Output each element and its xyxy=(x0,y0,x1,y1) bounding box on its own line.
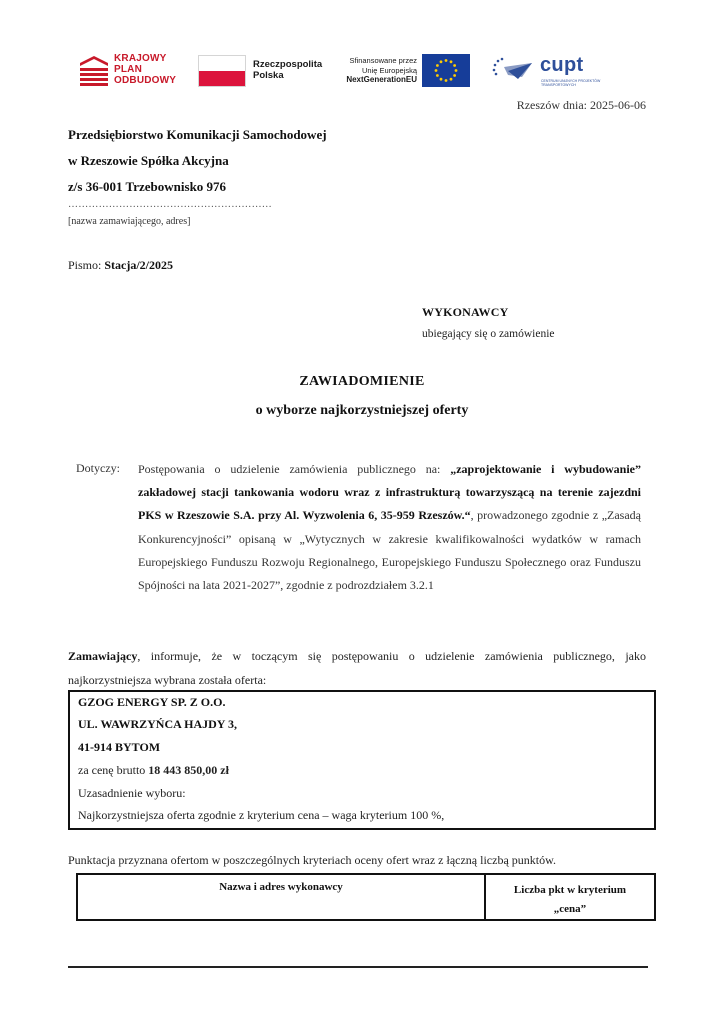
notice-text: , informuje, że w toczącym się postępowaniu o udzielenie zamówienia publicznego, jako najkorzystniejsza wybrana została oferta: xyxy=(68,649,646,687)
offer-reason-label: Uzasadnienie wyboru: xyxy=(78,786,186,800)
offer-price-label: za cenę brutto xyxy=(78,763,149,777)
document-subtitle: o wyborze najkorzystniejszej oferty xyxy=(255,403,469,418)
document-title: ZAWIADOMIENIE xyxy=(299,374,425,389)
document-date: Rzeszów dnia: 2025-06-06 xyxy=(516,98,646,112)
issuer-line-1: Przedsiębiorstwo Komunikacji Samochodowej xyxy=(68,127,327,142)
issuer-placeholder: [nazwa zamawiającego, adres] xyxy=(68,216,191,227)
kpo-line-2: PLAN xyxy=(114,64,143,75)
subject-body xyxy=(138,458,641,597)
offer-city: 41-914 BYTOM xyxy=(78,740,161,754)
subject-intro: Postępowania o udzielenie zamówienia publicznego na: xyxy=(138,462,451,476)
poland-line-2: Polska xyxy=(253,70,284,81)
kpo-line-1: KRAJOWY xyxy=(114,53,167,64)
kpo-logo-icon xyxy=(80,56,108,86)
notice-subject: Zamawiający xyxy=(68,649,138,663)
kpo-logo-text xyxy=(114,53,176,86)
offer-reason: Najkorzystniejsza oferta zgodnie z kryterium cena – waga kryterium 100 %, xyxy=(78,808,445,822)
subject-label: Dotyczy: xyxy=(76,461,120,475)
cupt-logo-icon xyxy=(492,57,538,81)
subject-title: „zaprojektowanie i wybudowanie” zakładowej stacji tankowania wodoru wraz z infrastrukturą towarzyszącą na terenie zajezdni PKS w Rzeszowie S.A. przy Al. Wyzwolenia 6, 35-959 Rzeszów.“ xyxy=(138,462,641,523)
points-col-contractor: Nazwa i adres wykonawcy xyxy=(219,881,343,893)
subject-rest: , prowadzonego zgodnie z „Zasadą Konkurencyjności” opisaną w „Wytycznych w zakresie kwalifikowalności wydatków w ramach Europejskiego Funduszu Rozwoju Regionalnego, Europejskiego Funduszu Społecznego oraz Funduszu Spójności na lata 2021-2027”, zgodnie z podrozdziałem 3.2.1 xyxy=(138,508,641,593)
poland-logo-text xyxy=(253,59,322,81)
points-intro: Punktacja przyznana ofertom w poszczególnych kryteriach oceny ofert wraz z łączną liczbą punktów. xyxy=(68,853,556,867)
eu-line-2: Unię Europejską xyxy=(361,65,417,75)
points-col-score-line-2: „cena” xyxy=(553,903,587,915)
eu-flag-icon xyxy=(422,54,470,87)
selected-offer-box xyxy=(68,690,656,830)
issuer-line-3: z/s 36-001 Trzebownisko 976 xyxy=(68,179,227,194)
eu-funding-text xyxy=(337,56,417,85)
issuer-line-2: w Rzeszowie Spółka Akcyjna xyxy=(68,153,229,168)
kpo-line-3: ODBUDOWY xyxy=(114,75,177,86)
offer-price xyxy=(78,763,229,778)
issuer-dotted-line: …………………………………………………… xyxy=(68,199,272,210)
letter-reference-label: Pismo: xyxy=(68,258,102,272)
points-table xyxy=(76,873,656,921)
recipient-subtitle: ubiegający się o zamówienie xyxy=(422,328,555,340)
notice-paragraph xyxy=(68,644,646,692)
offer-company: GZOG ENERGY SP. Z O.O. xyxy=(78,695,226,709)
eu-line-1: Sfinansowane przez xyxy=(349,56,417,65)
eu-line-3: NextGenerationEU xyxy=(346,75,417,84)
offer-street: UL. WAWRZYŃCA HAJDY 3, xyxy=(78,717,238,731)
cupt-logo-subtitle: CENTRUM UNIJNYCH PROJEKTÓW TRANSPORTOWYCH xyxy=(541,79,601,87)
recipient-title: WYKONAWCY xyxy=(422,305,509,319)
poland-line-1: Rzeczpospolita xyxy=(253,59,323,70)
cupt-logo-text: cupt xyxy=(540,54,584,76)
poland-flag-icon xyxy=(198,55,246,87)
letter-reference-value: Stacja/2/2025 xyxy=(104,258,174,272)
offer-price-value: 18 443 850,00 zł xyxy=(148,763,229,777)
points-col-score-line-1: Liczba pkt w kryterium xyxy=(513,884,627,896)
footer-rule xyxy=(68,966,648,968)
letter-reference xyxy=(68,258,173,273)
points-col-score xyxy=(486,881,654,919)
issuer-block xyxy=(68,122,327,200)
